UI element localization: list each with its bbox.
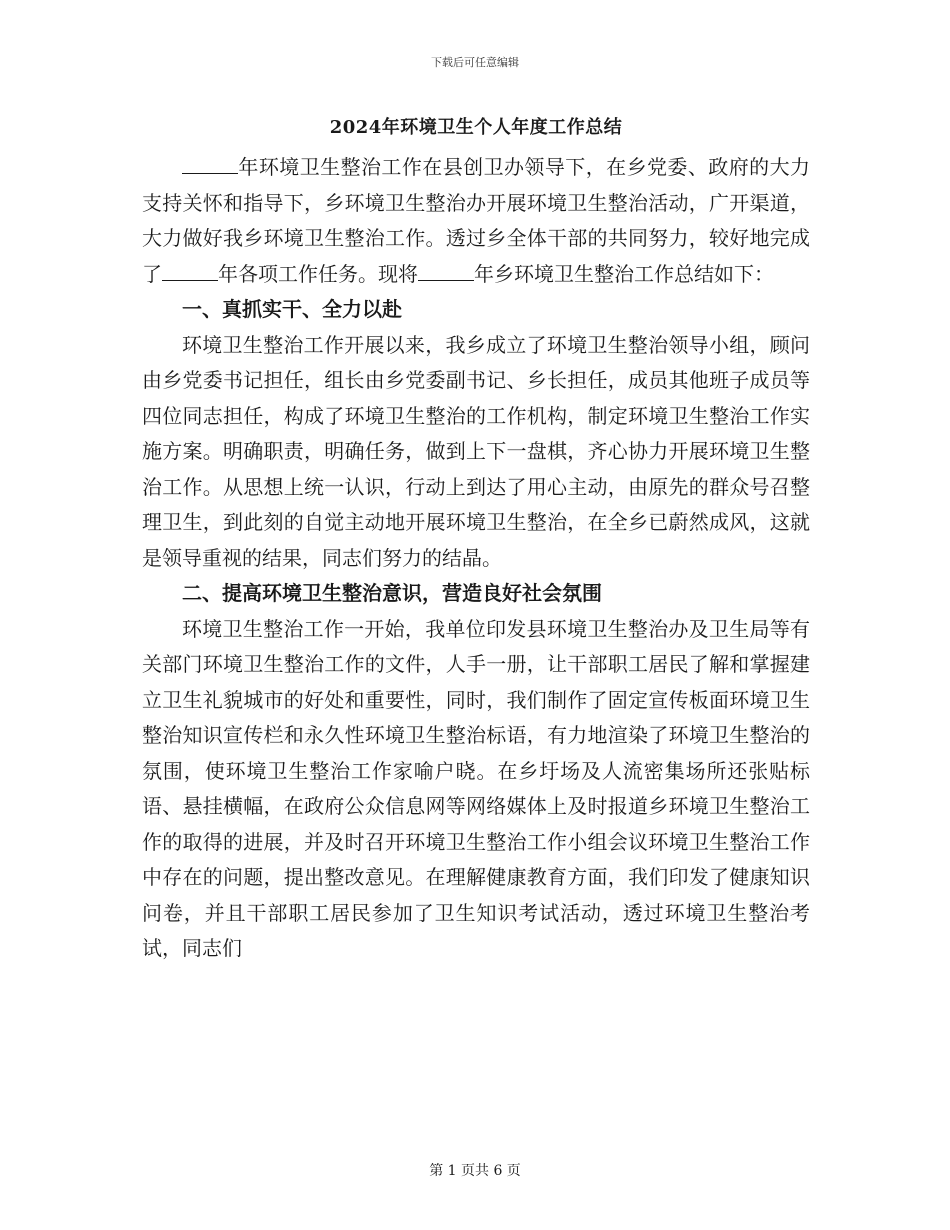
section-1-heading: 一、真抓实干、全力以赴 (182, 297, 402, 321)
blank-underline (418, 258, 474, 281)
intro-text-2: 年各项工作任务。现将 (218, 261, 418, 286)
blank-underline (162, 258, 218, 281)
intro-text-1: 年环境卫生整治工作在县创卫办领导下，在乡党委、政府的大力支持关怀和指导下，乡环境卫生整治办开展环境卫生整治活动，广开渠道，大力做好我乡环境卫生整治工作。透过乡全体干部的共同努力，较好地完成了 (142, 155, 810, 286)
section-1-paragraph: 环境卫生整治工作开展以来，我乡成立了环境卫生整治领导小组，顾问由乡党委书记担任，组长由乡党委副书记、乡长担任，成员其他班子成员等四位同志担任，构成了环境卫生整治的工作机构，制定环境卫生整治工作实施方案。明确职责，明确任务，做到上下一盘棋，齐心协力开展环境卫生整治工作。从思想上统一认识，行动上到达了用心主动，由原先的群众号召整理卫生，到此刻的自觉主动地开展环境卫生整治，在全乡已蔚然成风，这就是领导重视的结果，同志们努力的结晶。 (142, 332, 810, 570)
section-2-paragraph: 环境卫生整治工作一开始，我单位印发县环境卫生整治办及卫生局等有关部门环境卫生整治工作的文件，人手一册，让干部职工居民了解和掌握建立卫生礼貌城市的好处和重要性，同时，我们制作了固定宣传板面环境卫生整治知识宣传栏和永久性环境卫生整治标语，有力地渲染了环境卫生整治的氛围，使环境卫生整治工作家喻户晓。在乡圩场及人流密集场所还张贴标语、悬挂横幅，在政府公众信息网等网络媒体上及时报道乡环境卫生整治工作的取得的进展，并及时召开环境卫生整治工作小组会议环境卫生整治工作中存在的问题，提出整改意见。在理解健康教育方面，我们印发了健康知识问卷，并且干部职工居民参加了卫生知识考试活动，透过环境卫生整治考试，同志们 (142, 616, 810, 960)
section-2-heading: 二、提高环境卫生整治意识，营造良好社会氛围 (182, 581, 602, 605)
document-body (142, 110, 810, 967)
document-title: 2024年环境卫生个人年度工作总结 (329, 117, 623, 138)
intro-paragraph (142, 150, 810, 292)
intro-text-3: 年乡环境卫生整治工作总结如下： (474, 261, 774, 286)
header-note: 下载后可任意编辑 (431, 56, 519, 69)
page-number: 第 1 页共 6 页 (429, 1163, 521, 1179)
blank-underline (182, 151, 238, 174)
